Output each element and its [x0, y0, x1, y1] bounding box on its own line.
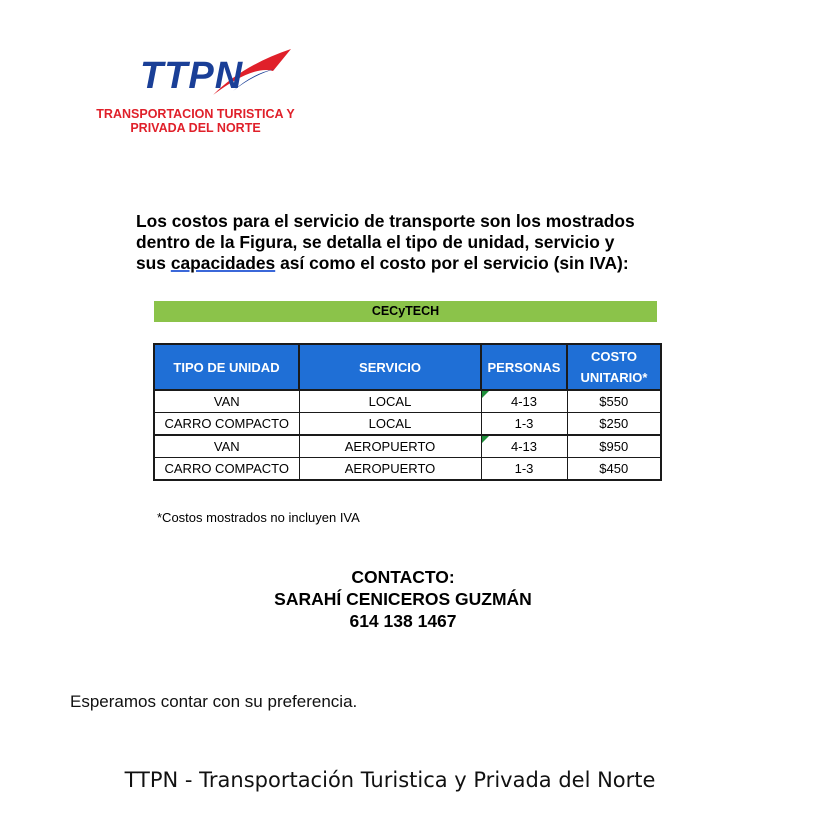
intro-paragraph [136, 211, 676, 274]
institution-band: CECyTECH [154, 301, 657, 322]
contact-name: SARAHÍ CENICEROS GUZMÁN [274, 589, 532, 609]
cost-table [153, 343, 662, 481]
cell-persons-value: 4-13 [510, 439, 538, 454]
cell-cost: $950 [567, 435, 661, 458]
intro-underlined-word: capacidades [170, 253, 276, 273]
logo-company-name [88, 107, 303, 135]
table-row [154, 390, 661, 413]
table-row [154, 435, 661, 458]
intro-line1: Los costos para el servicio de transporte son los mostrados [136, 211, 635, 231]
header-servicio: SERVICIO [299, 344, 481, 390]
table-row [154, 413, 661, 436]
contact-phone: 614 138 1467 [349, 611, 457, 631]
table-row [154, 458, 661, 481]
intro-line3 [136, 253, 676, 274]
contact-heading: CONTACTO: [351, 567, 455, 587]
header-personas: PERSONAS [481, 344, 567, 390]
cell-persons: 1-3 [481, 413, 567, 436]
comment-marker-icon [482, 391, 489, 398]
cell-persons: 1-3 [481, 458, 567, 481]
intro-line2: dentro de la Figura, se detalla el tipo de unidad, servicio y [136, 232, 615, 252]
cell-cost: $550 [567, 390, 661, 413]
contact-block [253, 566, 553, 632]
cell-unit: CARRO COMPACTO [154, 458, 299, 481]
company-logo [88, 45, 303, 135]
header-tipo-unidad: TIPO DE UNIDAD [154, 344, 299, 390]
cell-persons [481, 390, 567, 413]
cell-service: AEROPUERTO [299, 435, 481, 458]
cell-persons [481, 435, 567, 458]
logo-name-line2: PRIVADA DEL NORTE [130, 121, 261, 135]
comment-marker-icon [482, 436, 489, 443]
cell-service: LOCAL [299, 413, 481, 436]
cell-unit: CARRO COMPACTO [154, 413, 299, 436]
closing-text: Esperamos contar con su preferencia. [70, 692, 358, 711]
cell-service: AEROPUERTO [299, 458, 481, 481]
iva-footnote: *Costos mostrados no incluyen IVA [157, 510, 360, 525]
cell-cost: $250 [567, 413, 661, 436]
cell-service: LOCAL [299, 390, 481, 413]
logo-name-line1: TRANSPORTACION TURISTICA Y [96, 107, 295, 121]
cell-persons-value: 4-13 [510, 394, 538, 409]
cell-unit: VAN [154, 435, 299, 458]
table-header-row [154, 344, 661, 390]
intro-line3-prefix: sus [136, 253, 166, 273]
logo-mark: TTPN [140, 55, 244, 97]
intro-line3-suffix: así como el costo por el servicio (sin IVA): [280, 253, 629, 273]
image-caption: TTPN - Transportación Turistica y Privada del Norte [124, 768, 656, 792]
cell-unit: VAN [154, 390, 299, 413]
cell-cost: $450 [567, 458, 661, 481]
header-costo-unitario: COSTO UNITARIO* [567, 344, 661, 390]
